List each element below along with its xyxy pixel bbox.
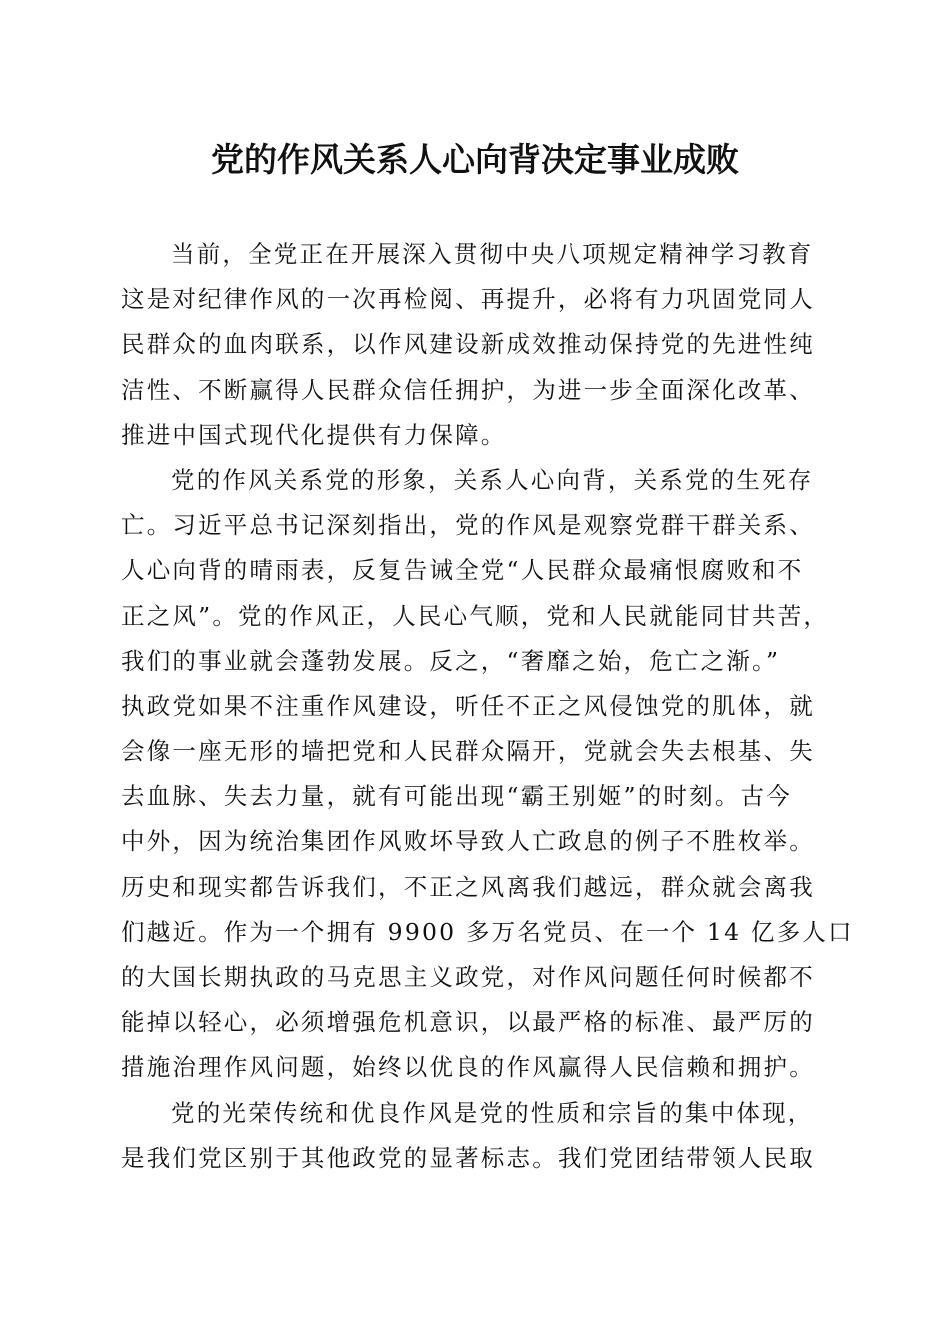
paragraph-line: 措施治理作风问题，始终以优良的作风赢得人民信赖和拥护。 [121, 1053, 815, 1082]
paragraph-1 [121, 232, 825, 458]
paragraph-line: 民群众的血肉联系，以作风建设新成效推动保持党的先进性纯 [121, 330, 815, 359]
paragraph-line: 正之风”。党的作风正，人民心气顺，党和人民就能同甘共苦， [121, 601, 830, 630]
paragraph-line: 执政党如果不注重作风建设，听任不正之风侵蚀党的肌体，就 [121, 691, 815, 720]
document-title: 党的作风关系人心向背决定事业成败 [211, 140, 739, 179]
paragraph-line: 是我们党区别于其他政党的显著标志。我们党团结带领人民取 [121, 1143, 815, 1172]
paragraph-line: 人心向背的晴雨表，反复告诫全党“人民群众最痛恨腐败和不 [121, 556, 804, 585]
paragraph-line: 能掉以轻心，必须增强危机意识，以最严格的标准、最严厉的 [121, 1008, 815, 1037]
paragraph-line: 亡。习近平总书记深刻指出，党的作风是观察党群干群关系、 [121, 511, 815, 540]
paragraph-line: 当前，全党正在开展深入贯彻中央八项规定精神学习教育 [171, 240, 814, 268]
paragraph-line: 党的光荣传统和优良作风是党的性质和宗旨的集中体现， [171, 1098, 814, 1127]
paragraph-line: 我们的事业就会蓬勃发展。反之，“奢靡之始，危亡之渐。” [121, 646, 781, 675]
paragraph-2 [121, 458, 854, 1091]
paragraph-line: 们越近。作为一个拥有 9900 多万名党员、在一个 14 亿多人口 [121, 917, 854, 946]
paragraph-line: 党的作风关系党的形象，关系人心向背，关系党的生死存 [171, 465, 814, 494]
paragraph-line: 推进中国式现代化提供有力保障。 [121, 420, 507, 449]
paragraph-line: 中外，因为统治集团作风败坏导致人亡政息的例子不胜枚举。 [121, 827, 815, 856]
paragraph-line: 会像一座无形的墙把党和人民群众隔开，党就会失去根基、失 [121, 737, 815, 766]
document-body [121, 232, 854, 1181]
paragraph-3 [121, 1091, 825, 1181]
paragraph-line: 历史和现实都告诉我们，不正之风离我们越远，群众就会离我 [121, 872, 815, 901]
paragraph-line: 去血脉、失去力量，就有可能出现“霸王别姬”的时刻。古今 [121, 782, 792, 811]
paragraph-line: 这是对纪律作风的一次再检阅、再提升，必将有力巩固党同人 [121, 285, 815, 314]
paragraph-line: 洁性、不断赢得人民群众信任拥护，为进一步全面深化改革、 [121, 375, 815, 404]
paragraph-line: 的大国长期执政的马克思主义政党，对作风问题任何时候都不 [121, 963, 815, 991]
